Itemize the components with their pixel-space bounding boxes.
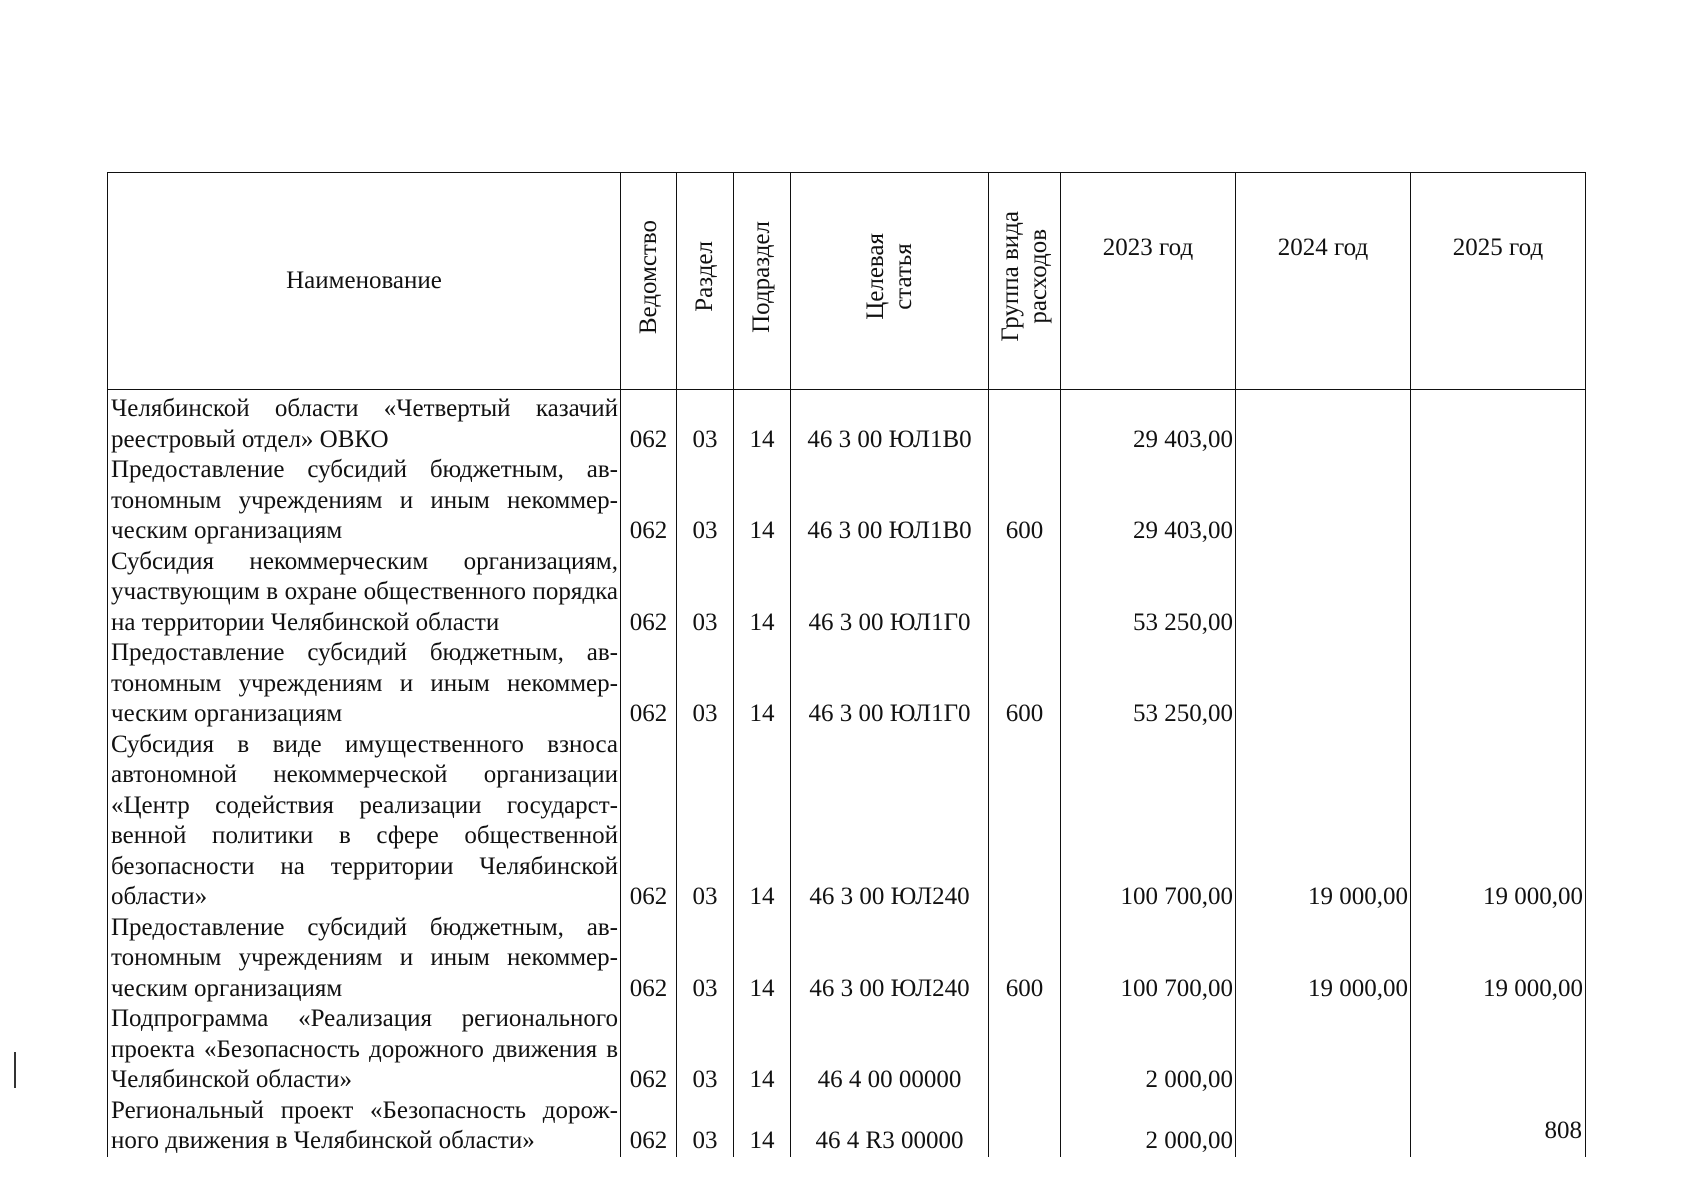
- cell-razdel: 03: [677, 1004, 734, 1096]
- cell-2024: 19 000,00: [1236, 913, 1411, 1005]
- cell-podrazdel: 14: [734, 390, 791, 456]
- page-number: 808: [1544, 1117, 1582, 1144]
- cell-vedomstvo: 062: [621, 730, 677, 913]
- cell-2025: [1411, 547, 1586, 639]
- cell-celevaya-statya: 46 3 00 ЮЛ240: [791, 913, 989, 1005]
- cell-name: Подпрограмма «Реализация регионального проекта «Безопасность дорожного движения в Челябинской области»: [108, 1004, 621, 1096]
- header-vedomstvo: [621, 173, 677, 390]
- cell-razdel: 03: [677, 1096, 734, 1157]
- header-podrazdel-label: Подраздел: [748, 220, 775, 333]
- cell-celevaya-statya: 46 4 R3 00000: [791, 1096, 989, 1157]
- cell-vedomstvo: 062: [621, 547, 677, 639]
- cell-2023: 29 403,00: [1061, 390, 1236, 456]
- budget-table: [107, 172, 1586, 1157]
- cell-2024: [1236, 455, 1411, 547]
- cell-razdel: 03: [677, 638, 734, 730]
- cell-name: Региональный проект «Безопасность дорожного движения в Челябинской области»: [108, 1096, 621, 1157]
- cell-vedomstvo: 062: [621, 1096, 677, 1157]
- cell-celevaya-statya: 46 3 00 ЮЛ240: [791, 730, 989, 913]
- header-gruppa-rashodov-label: [997, 211, 1053, 342]
- cell-2024: [1236, 1096, 1411, 1157]
- header-podrazdel: [734, 173, 791, 390]
- table-body: [108, 390, 1586, 1157]
- cell-gruppa-rashodov: 600: [989, 455, 1061, 547]
- cell-vedomstvo: 062: [621, 1004, 677, 1096]
- table-row: [108, 913, 1586, 1005]
- table-row: [108, 455, 1586, 547]
- header-celevaya-line1: Целевая: [861, 233, 889, 321]
- header-2023: [1061, 173, 1236, 390]
- cell-razdel: 03: [677, 455, 734, 547]
- header-name: [108, 173, 621, 390]
- cell-2025: 19 000,00: [1411, 913, 1586, 1005]
- cell-celevaya-statya: 46 3 00 ЮЛ1В0: [791, 390, 989, 456]
- cell-podrazdel: 14: [734, 1096, 791, 1157]
- cell-gruppa-rashodov: 600: [989, 638, 1061, 730]
- cell-name: Предоставление субсидий бюджетным, автономным учреждениям и иным некоммерческим организациям: [108, 638, 621, 730]
- cell-gruppa-rashodov: [989, 730, 1061, 913]
- cell-podrazdel: 14: [734, 913, 791, 1005]
- header-vedomstvo-label: Ведомство: [634, 219, 662, 334]
- table-row: [108, 1004, 1586, 1096]
- cell-gruppa-rashodov: [989, 1004, 1061, 1096]
- cell-2024: [1236, 638, 1411, 730]
- cell-2025: [1411, 455, 1586, 547]
- cell-2023: 100 700,00: [1061, 913, 1236, 1005]
- cell-2023: 100 700,00: [1061, 730, 1236, 913]
- cell-celevaya-statya: 46 3 00 ЮЛ1В0: [791, 455, 989, 547]
- header-2024-label: 2024 год: [1277, 234, 1369, 261]
- cell-razdel: 03: [677, 390, 734, 456]
- cell-2025: [1411, 390, 1586, 456]
- cell-2023: 53 250,00: [1061, 638, 1236, 730]
- header-name-label: Наименование: [286, 266, 442, 294]
- cell-podrazdel: 14: [734, 730, 791, 913]
- table-row: [108, 547, 1586, 639]
- table-row: [108, 390, 1586, 456]
- header-2023-label: 2023 год: [1102, 234, 1194, 261]
- cell-gruppa-rashodov: [989, 390, 1061, 456]
- header-celevaya-statya-label: [862, 233, 918, 320]
- cell-name: Субсидия в виде имущественного взноса автономной некоммерческой организации «Центр содействия реализации государственной политики в сфере общественной безопасности на территории Челябинской области»: [108, 730, 621, 913]
- header-2024: [1236, 173, 1411, 390]
- table-header: [108, 173, 1586, 390]
- header-gruppa-line1: Группа вида: [996, 211, 1024, 343]
- cell-name: Челябинской области «Четвертый казачий реестровый отдел» ОВКО: [108, 390, 621, 456]
- cell-podrazdel: 14: [734, 638, 791, 730]
- cell-podrazdel: 14: [734, 455, 791, 547]
- header-celevaya-statya: [791, 173, 989, 390]
- cell-gruppa-rashodov: [989, 1096, 1061, 1157]
- cell-2024: 19 000,00: [1236, 730, 1411, 913]
- cell-2024: [1236, 390, 1411, 456]
- cell-vedomstvo: 062: [621, 390, 677, 456]
- cell-2023: 29 403,00: [1061, 455, 1236, 547]
- cell-2023: 53 250,00: [1061, 547, 1236, 639]
- cell-gruppa-rashodov: [989, 547, 1061, 639]
- cell-2024: [1236, 547, 1411, 639]
- cell-2024: [1236, 1004, 1411, 1096]
- table-row: [108, 638, 1586, 730]
- cell-vedomstvo: 062: [621, 638, 677, 730]
- cell-celevaya-statya: 46 4 00 00000: [791, 1004, 989, 1096]
- cell-2025: [1411, 638, 1586, 730]
- cell-podrazdel: 14: [734, 1004, 791, 1096]
- header-2025: [1411, 173, 1586, 390]
- table-row: [108, 1096, 1586, 1157]
- cell-razdel: 03: [677, 730, 734, 913]
- cell-razdel: 03: [677, 913, 734, 1005]
- cell-name: Предоставление субсидий бюджетным, автономным учреждениям и иным некоммерческим организациям: [108, 455, 621, 547]
- cell-razdel: 03: [677, 547, 734, 639]
- cell-2023: 2 000,00: [1061, 1004, 1236, 1096]
- cell-name: Субсидия некоммерческим организациям, участвующим в охране общественного порядка на территории Челябинской области: [108, 547, 621, 639]
- header-2025-label: 2025 год: [1452, 234, 1544, 261]
- cell-celevaya-statya: 46 3 00 ЮЛ1Г0: [791, 547, 989, 639]
- cell-vedomstvo: 062: [621, 455, 677, 547]
- cell-celevaya-statya: 46 3 00 ЮЛ1Г0: [791, 638, 989, 730]
- header-razdel-label: Раздел: [691, 241, 718, 313]
- table-row: [108, 730, 1586, 913]
- header-celevaya-line2: статья: [889, 243, 917, 311]
- cell-gruppa-rashodov: 600: [989, 913, 1061, 1005]
- cell-vedomstvo: 062: [621, 913, 677, 1005]
- cell-2023: 2 000,00: [1061, 1096, 1236, 1157]
- header-gruppa-line2: расходов: [1024, 229, 1052, 325]
- header-razdel: [677, 173, 734, 390]
- scan-artifact-line: [14, 1052, 16, 1088]
- cell-name: Предоставление субсидий бюджетным, автономным учреждениям и иным некоммерческим организациям: [108, 913, 621, 1005]
- header-row: [108, 173, 1586, 390]
- cell-2025: 19 000,00: [1411, 730, 1586, 913]
- cell-2025: [1411, 1004, 1586, 1096]
- cell-podrazdel: 14: [734, 547, 791, 639]
- header-gruppa-rashodov: [989, 173, 1061, 390]
